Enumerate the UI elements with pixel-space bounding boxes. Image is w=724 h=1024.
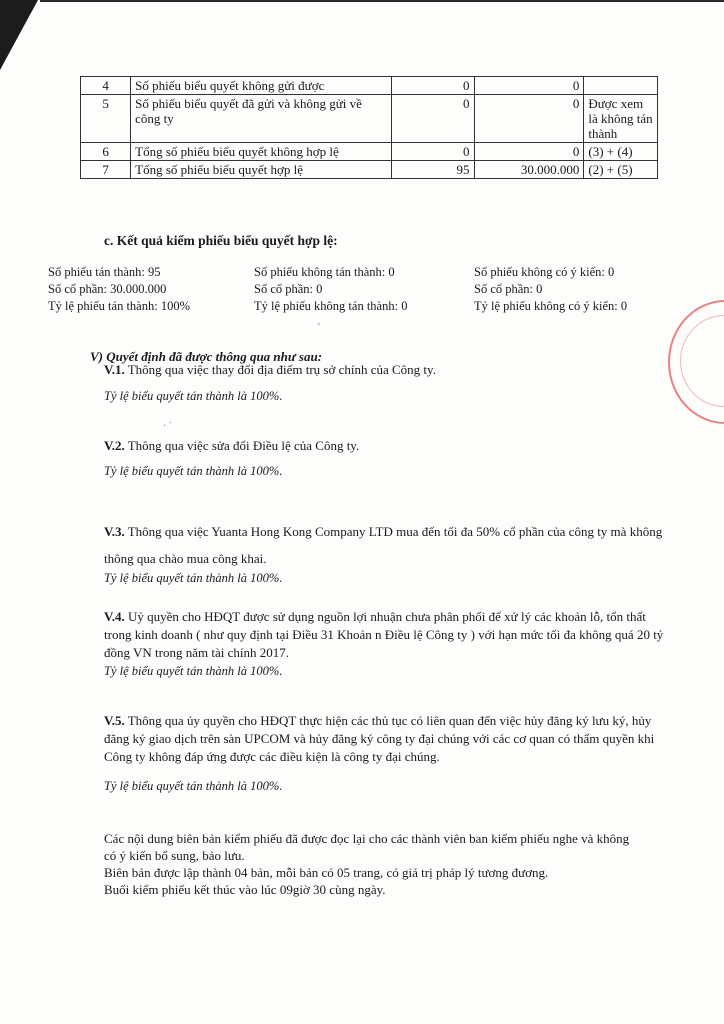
row-vote-count: 0	[392, 143, 474, 161]
resolution-text: Thông qua việc thay đổi địa điểm trụ sở chính của Công ty.	[124, 362, 436, 377]
table-row	[81, 143, 658, 161]
row-share-count: 30.000.000	[474, 161, 584, 179]
table-row	[81, 95, 658, 143]
row-number: 5	[81, 95, 131, 143]
resolution-text: Thông qua ủy quyền cho HĐQT thực hiện các thủ tục có liên quan đến việc hủy đăng ký lưu ký, hủy đăng ký giao dịch trên sàn UPCOM và hủy đăng ký công ty đại chúng với các cơ quan có thẩm quyền khi Công ty không đáp ứng được các điều kiện là công ty đại chúng.	[104, 713, 655, 764]
row-note: (3) + (4)	[584, 143, 658, 161]
section-v-title: V) Quyết định đã được thông qua như sau:	[90, 349, 323, 364]
resolution-text: Uỷ quyền cho HĐQT được sử dụng nguồn lợi nhuận chưa phân phối để xử lý các khoản lỗ, tổn thất trong kinh doanh ( như quy định tại Điều 31 Khoản n Điều lệ Công ty ) với hạn mức tối đa không quá 20 tỷ đồng VN trong năm tài chính 2017.	[104, 609, 664, 660]
scan-dot: '	[318, 322, 320, 333]
resolution-label: V.4.	[104, 609, 125, 624]
resolution-label: V.5.	[104, 713, 125, 728]
resolution-label: V.2.	[104, 438, 125, 453]
stat-approve-votes: Số phiếu tán thành: 95	[48, 265, 161, 279]
resolution-v1	[104, 361, 664, 379]
row-vote-count: 0	[392, 95, 474, 143]
row-number: 4	[81, 77, 131, 95]
resolution-v5	[104, 712, 664, 766]
scan-dot: · ˙	[163, 421, 173, 432]
stat-abstain-votes: Số phiếu không có ý kiến: 0	[474, 265, 615, 279]
resolution-v4	[104, 608, 664, 662]
stat-reject-shares: Số cổ phần: 0	[254, 282, 323, 296]
table-row	[81, 77, 658, 95]
row-description: Tổng số phiếu biểu quyết không hợp lệ	[131, 143, 392, 161]
row-share-count: 0	[474, 77, 584, 95]
row-number: 7	[81, 161, 131, 179]
scan-corner-shadow	[0, 0, 38, 70]
resolution-v3	[104, 518, 664, 572]
resolution-text: Thông qua việc Yuanta Hong Kong Company LTD mua đến tối đa 50% cổ phần của công ty mà không thông qua chào mua công khai.	[104, 524, 663, 566]
resolution-v2-rate: Tỷ lệ biểu quyết tán thành là 100%.	[104, 464, 283, 478]
row-vote-count: 95	[392, 161, 474, 179]
row-description: Tổng số phiếu biểu quyết hợp lệ	[131, 161, 392, 179]
scan-top-edge	[40, 0, 724, 2]
closing-line: Buổi kiểm phiếu kết thúc vào lúc 09giờ 30 cùng ngày.	[104, 882, 386, 897]
row-note	[584, 77, 658, 95]
stat-abstain-shares: Số cổ phần: 0	[474, 282, 543, 296]
resolution-v2	[104, 437, 664, 455]
stat-reject-rate: Tỷ lệ phiếu không tán thành: 0	[254, 299, 408, 313]
row-share-count: 0	[474, 95, 584, 143]
resolution-v4-rate: Tỷ lệ biểu quyết tán thành là 100%.	[104, 664, 283, 678]
row-description: Số phiếu biểu quyết không gửi được	[131, 77, 392, 95]
stat-approve-shares: Số cổ phần: 30.000.000	[48, 282, 167, 296]
resolution-label: V.1.	[104, 362, 125, 377]
stat-approve-rate: Tỷ lệ phiếu tán thành: 100%	[48, 299, 190, 313]
row-note: (2) + (5)	[584, 161, 658, 179]
table-row	[81, 161, 658, 179]
stat-abstain-rate: Tỷ lệ phiếu không có ý kiến: 0	[474, 299, 628, 313]
resolution-v1-rate: Tỷ lệ biểu quyết tán thành là 100%.	[104, 389, 283, 403]
resolution-text: Thông qua việc sửa đổi Điều lệ của Công ty.	[124, 438, 360, 453]
row-description: Số phiếu biểu quyết đã gửi và không gửi về công ty	[131, 95, 392, 143]
resolution-v5-rate: Tỷ lệ biểu quyết tán thành là 100%.	[104, 779, 283, 793]
row-vote-count: 0	[392, 77, 474, 95]
row-share-count: 0	[474, 143, 584, 161]
section-c-title: c. Kết quả kiểm phiếu biểu quyết hợp lệ:	[104, 233, 338, 248]
row-number: 6	[81, 143, 131, 161]
stat-reject-votes: Số phiếu không tán thành: 0	[254, 265, 395, 279]
resolution-label: V.3.	[104, 524, 125, 539]
resolution-v3-rate: Tỷ lệ biểu quyết tán thành là 100%.	[104, 571, 283, 585]
row-note: Được xem là không tán thành	[584, 95, 658, 143]
closing-line: Các nội dung biên bản kiểm phiếu đã được đọc lại cho các thành viên ban kiểm phiếu nghe và không có ý kiến bổ sung, bảo lưu.	[104, 831, 630, 863]
closing-line: Biên bản được lập thành 04 bản, mỗi bản có 05 trang, có giá trị pháp lý tương đương.	[104, 865, 549, 880]
closing-paragraph	[104, 830, 644, 898]
vote-count-table	[80, 76, 658, 179]
